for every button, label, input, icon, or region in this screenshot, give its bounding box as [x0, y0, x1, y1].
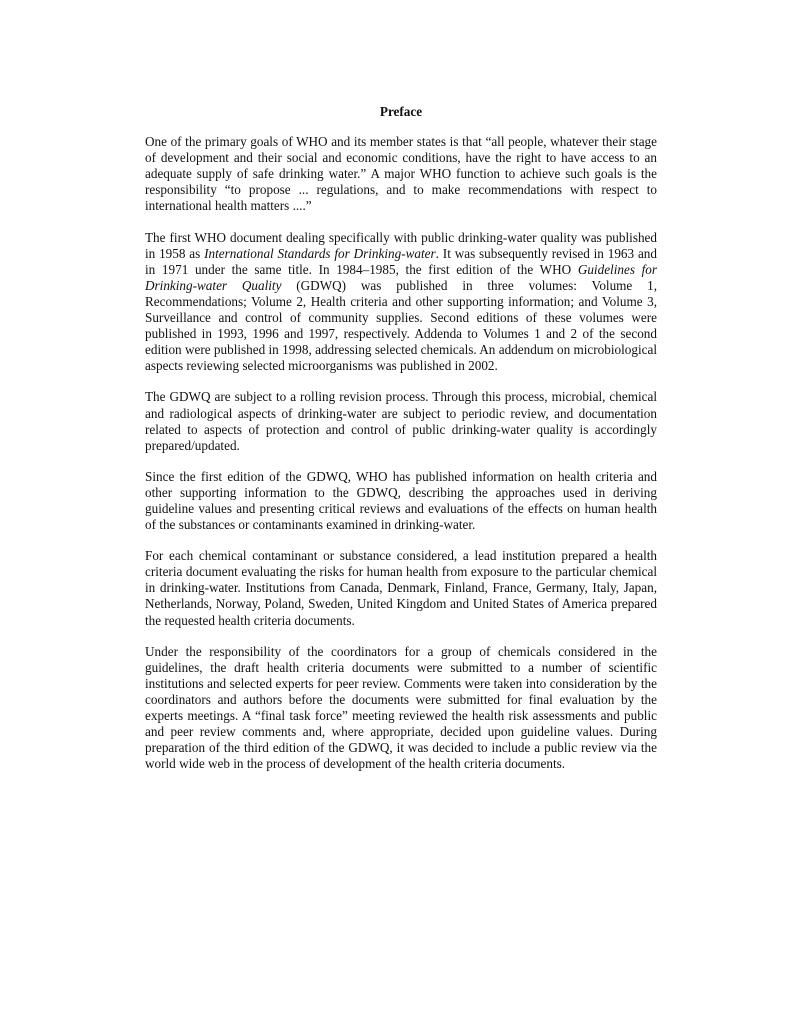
paragraph-2 [145, 230, 657, 375]
page-title: Preface [379, 104, 423, 119]
document-page [145, 104, 657, 787]
paragraph-text: Since the first edition of the GDWQ, WHO has published information on health criteria and other supporting information to the GDWQ, describing the approaches used in deriving guideline values and presenting critical reviews and evaluations of the effects on human health of the substances or contaminants examined in drinking-water. [145, 468, 657, 533]
paragraph-6 [145, 644, 657, 773]
paragraph-text: The first WHO document dealing specifically with public drinking-water quality was published in 1958 as [145, 229, 657, 261]
paragraph-5 [145, 548, 657, 628]
paragraph-text: For each chemical contaminant or substance considered, a lead institution prepared a health criteria document evaluating the risks for human health from exposure to the particular chemical in drinking-water. Institutions from Canada, Denmark, Finland, France, Germany, Italy, Japan, Netherlands, Norway, Poland, Sweden, United Kingdom and United States of America prepared the requested health criteria documents. [145, 548, 657, 628]
paragraph-4 [145, 469, 657, 533]
paragraph-text: . It was subsequently revised in 1963 and in 1971 under the same title. In 1984–1985, the first edition of the WHO [145, 245, 657, 277]
paragraph-1 [145, 134, 657, 214]
italic-title-text: International Standards for Drinking-water [204, 245, 436, 261]
paragraph-text: One of the primary goals of WHO and its member states is that “all people, whatever their stage of development and their social and economic conditions, have the right to have access to an adequate supply of safe drinking water.” A major WHO function to achieve such goals is the responsibility “to propose ... regulations, and to make recommendations with respect to international health matters ....” [145, 134, 657, 214]
paragraph-text: The GDWQ are subject to a rolling revision process. Through this process, microbial, chemical and radiological aspects of drinking-water are subject to periodic review, and documentation related to aspects of protection and control of public drinking-water quality is accordingly prepared/updated. [145, 389, 657, 453]
paragraph-text: Under the responsibility of the coordinators for a group of chemicals considered in the guidelines, the draft health criteria documents were submitted to a number of scientific institutions and selected experts for peer review. Comments were taken into consideration by the coordinators and authors before the documents were submitted for final evaluation by the experts meetings. A “final task force” meeting reviewed the health risk assessments and public and peer review comments and, where appropriate, decided upon guideline values. During preparation of the third edition of the GDWQ, it was decided to include a public review via the world wide web in the process of development of the health criteria documents. [145, 643, 657, 772]
paragraph-3 [145, 389, 657, 453]
document-body [145, 134, 657, 772]
paragraph-text: (GDWQ) was published in three volumes: Volume 1, Recommendations; Volume 2, Health criteria and other supporting information; and Volume 3, Surveillance and control of community supplies. Second editions of these volumes were published in 1993, 1996 and 1997, respectively. Addenda to Volumes 1 and 2 of the second edition were published in 1998, addressing selected chemicals. An addendum on microbiological aspects reviewing selected microorganisms was published in 2002. [145, 277, 658, 374]
italic-title-text: Guidelines for Drinking-water Quality [145, 261, 657, 293]
